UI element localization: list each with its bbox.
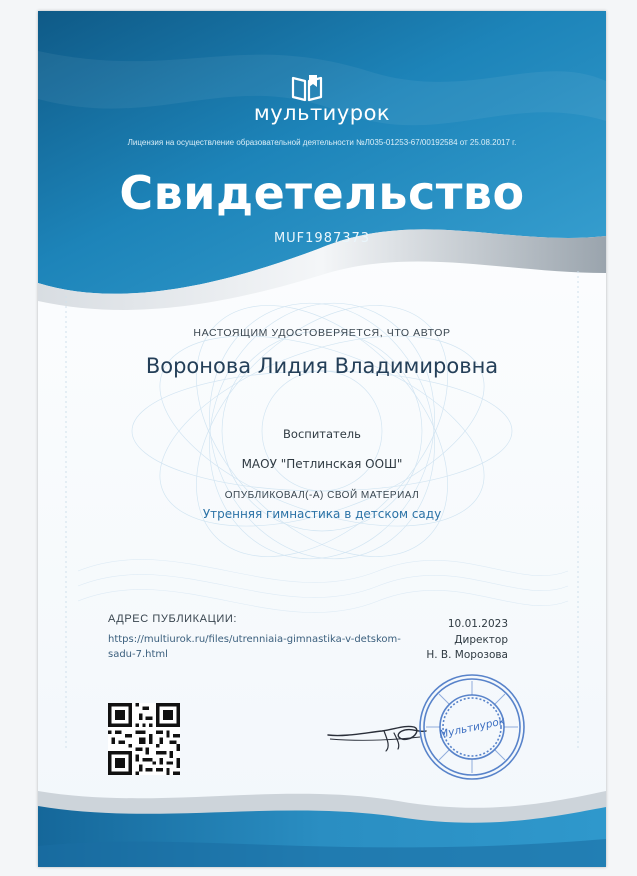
organization-name: МАОУ "Петлинская ООШ": [241, 457, 403, 471]
director-title: Директор: [454, 633, 508, 646]
author-name: Воронова Лидия Владимировна: [145, 354, 499, 378]
qr-code[interactable]: [108, 703, 180, 775]
certificate-title: Свидетельство: [119, 166, 525, 220]
certificate-sheet: [38, 11, 606, 867]
organization-stamp: [416, 671, 528, 783]
director-name: Н. В. Морозова: [426, 649, 508, 661]
stamp-center-text: Мультиурок: [438, 715, 507, 741]
license-text: Лицензия на осуществление образовательной деятельности №Л035-01253-67/00192584 от 25.08.2017 г.: [127, 138, 517, 147]
published-statement: ОПУБЛИКОВАЛ(-А) СВОЙ МАТЕРИАЛ: [224, 490, 420, 501]
material-title: Утренняя гимнастика в детском саду: [202, 507, 442, 521]
issue-date: 10.01.2023: [447, 618, 508, 630]
certificate-id: MUF1987373: [273, 231, 371, 246]
open-book-icon: [290, 73, 324, 103]
address-link[interactable]: https://multiurok.ru/files/utrenniaia-gimnastika-v-detskom-sadu-7.html: [108, 634, 401, 660]
signature-block: [388, 617, 508, 664]
address-label: АДРЕС ПУБЛИКАЦИИ:: [108, 613, 238, 625]
certify-statement: НАСТОЯЩИМ УДОСТОВЕРЯЕТСЯ, ЧТО АВТОР: [193, 327, 451, 339]
author-position: Воспитатель: [283, 427, 361, 441]
brand-name: мультиурок: [253, 101, 391, 125]
